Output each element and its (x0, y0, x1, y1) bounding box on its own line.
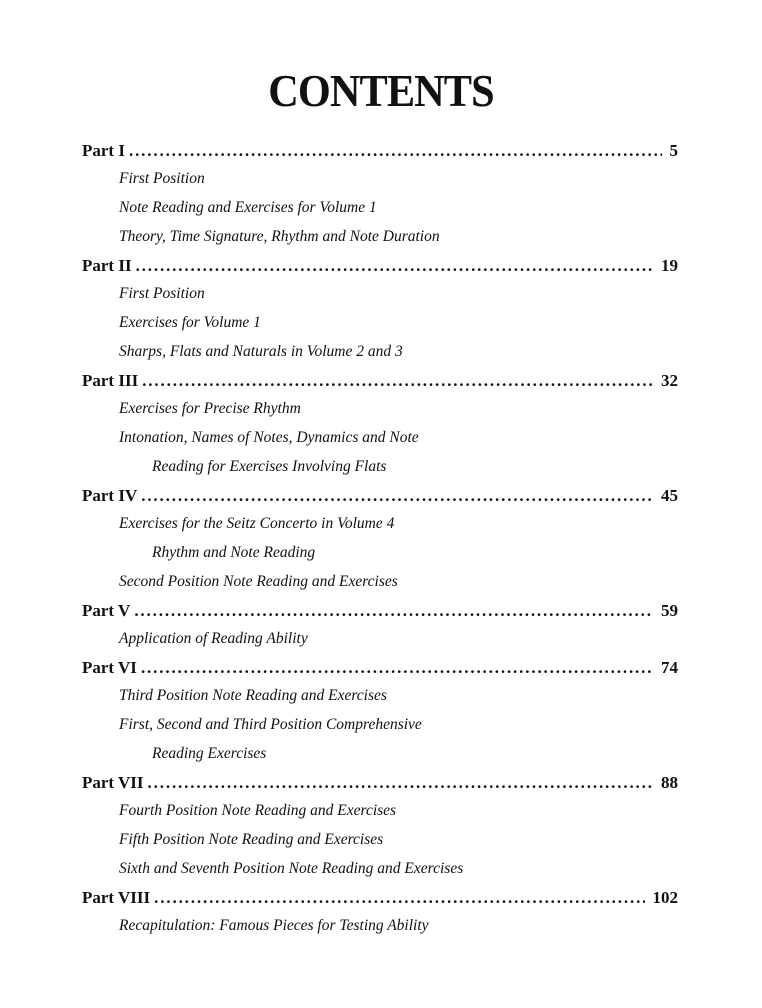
toc-part-row[interactable] (82, 656, 678, 680)
toc-subitem-continuation: Reading for Exercises Involving Flats (152, 457, 387, 475)
toc-subitem-continuation: Rhythm and Note Reading (152, 543, 316, 561)
toc-subitem: Exercises for Volume 1 (119, 313, 261, 331)
toc-subitem-continuation: Reading Exercises (152, 744, 267, 762)
toc-subitem: Exercises for Precise Rhythm (119, 399, 301, 417)
toc-part-label: Part IV (82, 486, 138, 505)
toc-part-label: Part II (82, 256, 132, 275)
toc-page-number: 74 (661, 658, 678, 677)
toc-page-number: 45 (661, 486, 678, 505)
toc-subitem: First Position (119, 284, 205, 302)
toc-subitem: Fifth Position Note Reading and Exercises (119, 830, 384, 848)
toc-page-number: 19 (661, 256, 678, 275)
toc-part-label: Part VII (82, 773, 144, 792)
dot-leader (141, 484, 653, 508)
toc-page-number: 88 (661, 773, 678, 792)
toc-page-number: 32 (661, 371, 678, 390)
toc-subitem: Exercises for the Seitz Concerto in Volume 4 (119, 514, 395, 532)
toc-part-label: Part I (82, 141, 125, 160)
toc-part-label: Part VI (82, 658, 137, 677)
toc-part-label: Part V (82, 601, 131, 620)
toc-subitem: First, Second and Third Position Comprehensive (119, 715, 422, 733)
dot-leader (134, 599, 653, 623)
toc-subitem: First Position (119, 169, 205, 187)
toc-part-label: Part III (82, 371, 139, 390)
toc-page-number: 102 (652, 888, 678, 907)
toc-subitem: Intonation, Names of Notes, Dynamics and Note (119, 428, 419, 446)
toc-part-row[interactable] (82, 599, 678, 623)
toc-part-row[interactable] (82, 886, 678, 910)
toc-subitem: Application of Reading Ability (119, 629, 308, 647)
toc-part-row[interactable] (82, 771, 678, 795)
toc-part-row[interactable] (82, 369, 678, 393)
toc-subitem: Third Position Note Reading and Exercises (119, 686, 387, 704)
toc-part-row[interactable] (82, 254, 678, 278)
dot-leader (142, 369, 653, 393)
dot-leader (141, 656, 653, 680)
toc-page-number: 59 (661, 601, 678, 620)
toc-subitem: Recapitulation: Famous Pieces for Testing Ability (119, 916, 429, 934)
toc-subitem: Sharps, Flats and Naturals in Volume 2 and 3 (119, 342, 403, 360)
toc-part-row[interactable] (82, 484, 678, 508)
dot-leader (154, 886, 644, 910)
toc-page-number: 5 (669, 141, 678, 160)
dot-leader (148, 771, 653, 795)
toc-subitem: Theory, Time Signature, Rhythm and Note Duration (119, 227, 440, 245)
toc-part-row[interactable] (82, 139, 678, 163)
toc-subitem: Second Position Note Reading and Exercises (119, 572, 398, 590)
toc-part-label: Part VIII (82, 888, 151, 907)
toc-subitem: Fourth Position Note Reading and Exercises (119, 801, 397, 819)
toc-subitem: Sixth and Seventh Position Note Reading and Exercises (119, 859, 464, 877)
toc-subitem: Note Reading and Exercises for Volume 1 (119, 198, 377, 216)
dot-leader (136, 254, 653, 278)
page-title: CONTENTS (268, 65, 494, 116)
dot-leader (129, 139, 662, 163)
